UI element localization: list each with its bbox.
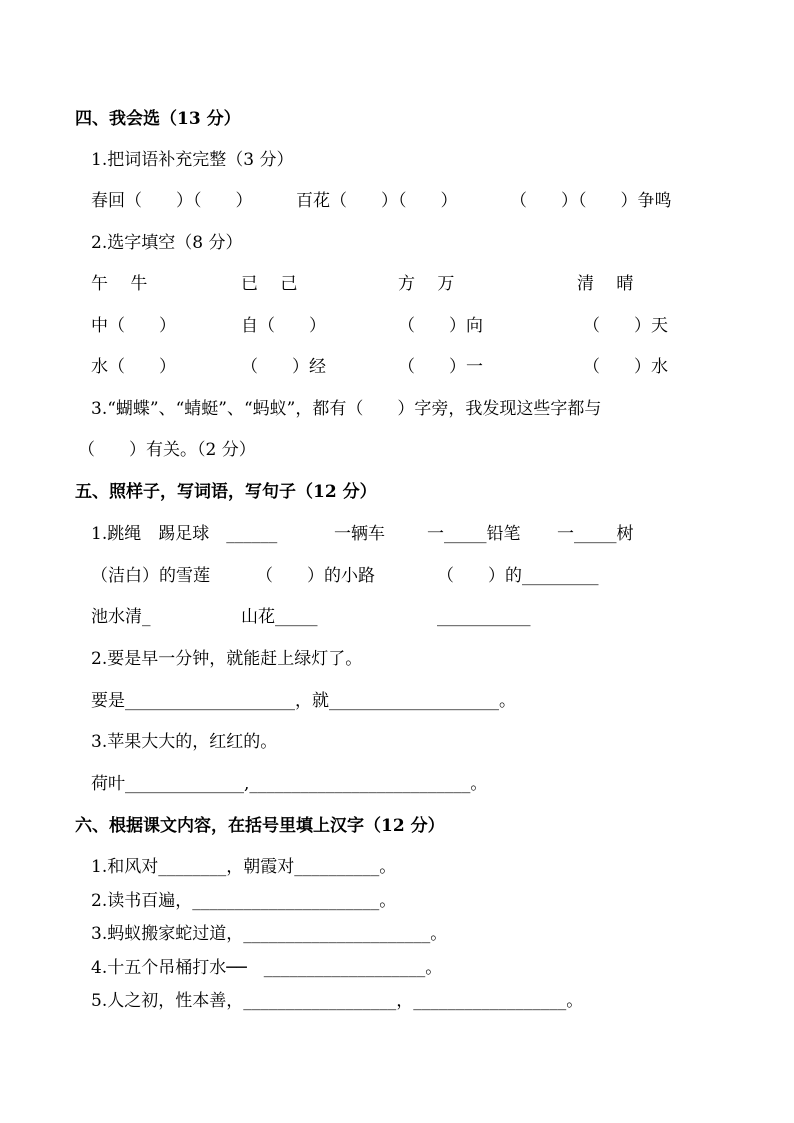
section-5-title: 五、照样子，写词语，写句子（12 分）: [75, 482, 377, 502]
s6-item-3[interactable]: 3.蚂蚁搬家蛇过道，______________________。: [91, 924, 448, 944]
s5-q1-row2-1: （洁白）的雪莲: [91, 566, 210, 586]
s5-q2-answer[interactable]: 要是____________________，就____________________。: [91, 691, 516, 711]
s5-q1-row3-1[interactable]: 池水清_: [91, 607, 151, 627]
s5-q3-answer[interactable]: 荷叶______________,__________________________。: [91, 774, 488, 794]
s4-q3-line-1[interactable]: 3.“蝴蝶”、“蜻蜓”、“蚂蚁”，都有（ ）字旁，我发现这些字都与: [91, 399, 602, 419]
s5-q1-row3-2[interactable]: 山花_____: [241, 607, 318, 627]
s6-item-2[interactable]: 2.读书百遍，______________________。: [91, 891, 397, 911]
s4-q2-row1-3[interactable]: （ ）向: [398, 316, 483, 336]
s4-q1-item-3[interactable]: （ ）（ ）争鸣: [510, 191, 672, 211]
s4-q1-title: 1.把词语补充完整（3 分）: [91, 150, 294, 170]
s4-q2-pair-4: 清 晴: [577, 274, 634, 294]
s4-q2-title: 2.选字填空（8 分）: [91, 233, 243, 253]
section-6-title: 六、根据课文内容，在括号里填上汉字（12 分）: [75, 816, 445, 836]
s4-q1-item-1[interactable]: 春回（ ）（ ）: [91, 191, 253, 211]
s5-q2-title: 2.要是早一分钟，就能赶上绿灯了。: [91, 649, 363, 669]
s5-q3-title: 3.苹果大大的，红红的。: [91, 732, 278, 752]
s5-q1-row2-3[interactable]: （ ）的_________: [437, 566, 599, 586]
s4-q2-row2-3[interactable]: （ ）一: [398, 357, 483, 377]
s4-q2-row1-1[interactable]: 中（ ）: [91, 316, 176, 336]
s6-item-4[interactable]: 4.十五个吊桶打水── ___________________。: [91, 958, 443, 978]
s4-q2-row2-4[interactable]: （ ）水: [583, 357, 668, 377]
s4-q2-row2-1[interactable]: 水（ ）: [91, 357, 176, 377]
s5-q1-row1-3[interactable]: 一_____铅笔: [427, 524, 521, 544]
s4-q2-row1-4[interactable]: （ ）天: [583, 316, 668, 336]
s5-q1-row1-4[interactable]: 一_____树: [557, 524, 634, 544]
s4-q3-line-2[interactable]: （ ）有关。（2 分）: [78, 440, 256, 460]
s4-q2-row2-2[interactable]: （ ）经: [241, 357, 326, 377]
s4-q2-pair-3: 方 万: [398, 274, 455, 294]
s4-q1-item-2[interactable]: 百花（ ）（ ）: [296, 191, 458, 211]
s5-q1-row1-2: 一辆车: [334, 524, 385, 544]
s4-q2-pair-2: 已 己: [241, 274, 298, 294]
section-4-title: 四、我会选（13 分）: [75, 109, 241, 129]
s6-item-1[interactable]: 1.和风对________，朝霞对__________。: [91, 857, 397, 877]
s4-q2-pair-1: 午 牛: [91, 274, 148, 294]
s5-q1-row1-1[interactable]: 1.跳绳 踢足球 ______: [91, 524, 278, 544]
s5-q1-row2-2[interactable]: （ ）的小路: [256, 566, 375, 586]
s6-item-5[interactable]: 5.人之初，性本善，__________________，__________________。: [91, 991, 584, 1011]
s4-q2-row1-2[interactable]: 自（ ）: [241, 316, 326, 336]
s5-q1-row3-3[interactable]: ___________: [437, 607, 531, 627]
